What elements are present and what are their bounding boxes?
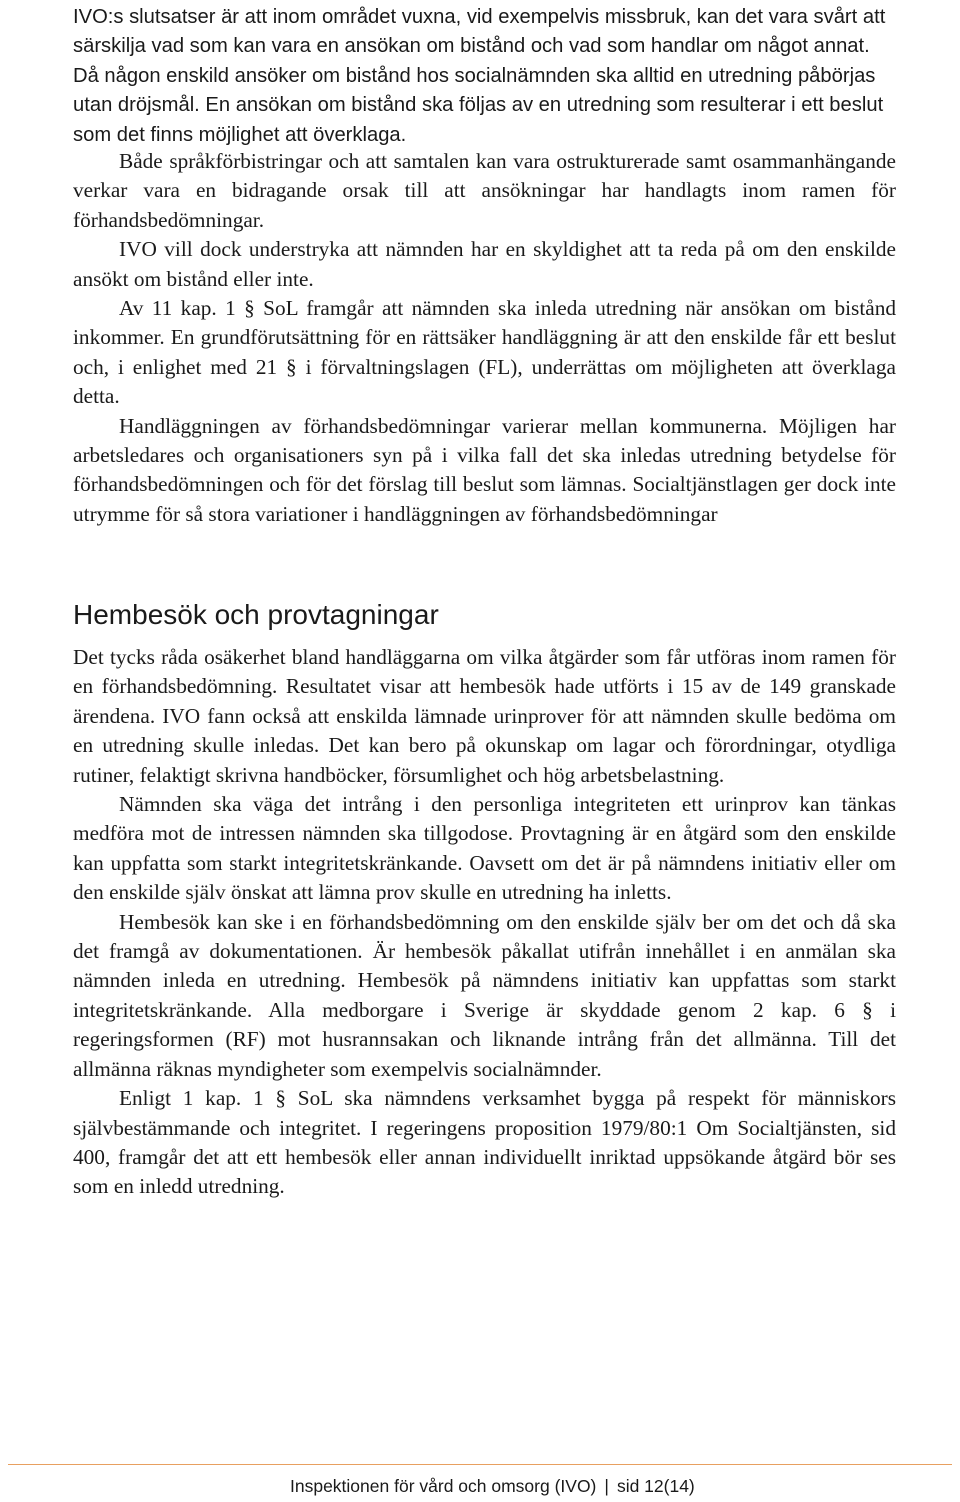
body-text-section xyxy=(73,643,896,1202)
paragraph: Enligt 1 kap. 1 § SoL ska nämndens verksamhet bygga på respekt för människors självbestämmande och integritet. I regeringens proposition 1979/80:1 Om Socialtjänsten, sid 400, framgår det att ett hembesök eller annan individuellt inriktad uppsökande åtgärd bör ses som en inledd utredning. xyxy=(73,1086,896,1199)
paragraph: IVO vill dock understryka att nämnden har en skyldighet att ta reda på om den enskilde ansökt om bistånd eller inte. xyxy=(73,237,896,291)
footer-text xyxy=(290,1476,695,1497)
section-heading: Hembesök och provtagningar xyxy=(73,599,439,630)
footer-page-number: sid 12(14) xyxy=(616,1476,695,1496)
intro-paragraph: IVO:s slutsatser är att inom området vuxna, vid exempelvis missbruk, kan det vara svårt att särskilja vad som kan vara en ansökan om bistånd och vad som handlar om något annat. Då någon enskild ansöker om bistånd hos socialnämnden ska alltid en utredning påbörjas utan dröjsmål. En ansökan om bistånd ska följas av en utredning som resulterar i ett beslut som det finns möjlighet att överklaga. xyxy=(73,6,886,146)
intro-section xyxy=(73,0,896,150)
paragraph: Handläggningen av förhandsbedömningar varierar mellan kommunerna. Möjligen har arbetsledares och organisationers syn på i vilka fall det ska inledas utredning betydelse för förhandsbedömningen och för det förslag till beslut som lämnas. Socialtjänstlagen ger dock inte utrymme för så stora variationer i handläggningen av förhandsbedömningar xyxy=(73,413,896,526)
paragraph: Hembesök kan ske i en förhandsbedömning om den enskilde själv ber om det och då ska det framgå av dokumentationen. Är hembesök påkallat utifrån innehållet i en anmälan ska nämnden inleda en utredning. Hembesök på nämndens initiativ kan uppfattas som starkt integritetskränkande. Alla medborgare i Sverige är skyddade genom 2 kap. 6 § i regeringsformen (RF) mot husrannsakan och liknande intrång från det allmänna. Till det allmänna räknas myndigheter som exempelvis socialnämnder. xyxy=(73,909,896,1081)
footer-separator: | xyxy=(604,1476,609,1496)
paragraph: Det tycks råda osäkerhet bland handläggarna om vilka åtgärder som får utföras inom ramen för en förhandsbedömning. Resultatet visar att hembesök hade utförts i 15 av de 149 granskade ärendena. IVO fann också att enskilda lämnade urinprover för att nämnden skulle bedöma om en utredning skulle inledas. Det kan bero på okunskap om lagar och förordningar, otydliga rutiner, felaktigt skrivna handböcker, försumlighet och hög arbetsbelastning. xyxy=(73,645,896,787)
paragraph: Av 11 kap. 1 § SoL framgår att nämnden ska inleda utredning när ansökan om bistånd inkommer. En grundförutsättning för en rättsäker handläggning är att den enskilde får ett beslut och, i enlighet med 21 § i förvaltningslagen (FL), underrättas om möjligheten att överklaga detta. xyxy=(73,296,896,409)
paragraph: Både språkförbistringar och att samtalen kan vara ostrukturerade samt osammanhängande verkar vara en bidragande orsak till att ansökningar har handlagts inom ramen för förhandsbedömningar. xyxy=(73,149,896,232)
paragraph: Nämnden ska väga det intrång i den personliga integriteten ett urinprov kan tänkas medföra mot de intressen nämnden ska tillgodose. Provtagning är en åtgärd som den enskilde kan uppfatta som starkt integritetskränkande. Oavsett om det är på nämndens initiativ eller om den enskilde själv önskat att lämna prov skulle en utredning ha inletts. xyxy=(73,792,896,905)
footer-divider xyxy=(8,1464,952,1465)
body-text-top xyxy=(73,147,896,529)
footer-organization: Inspektionen för vård och omsorg (IVO) xyxy=(290,1476,597,1496)
